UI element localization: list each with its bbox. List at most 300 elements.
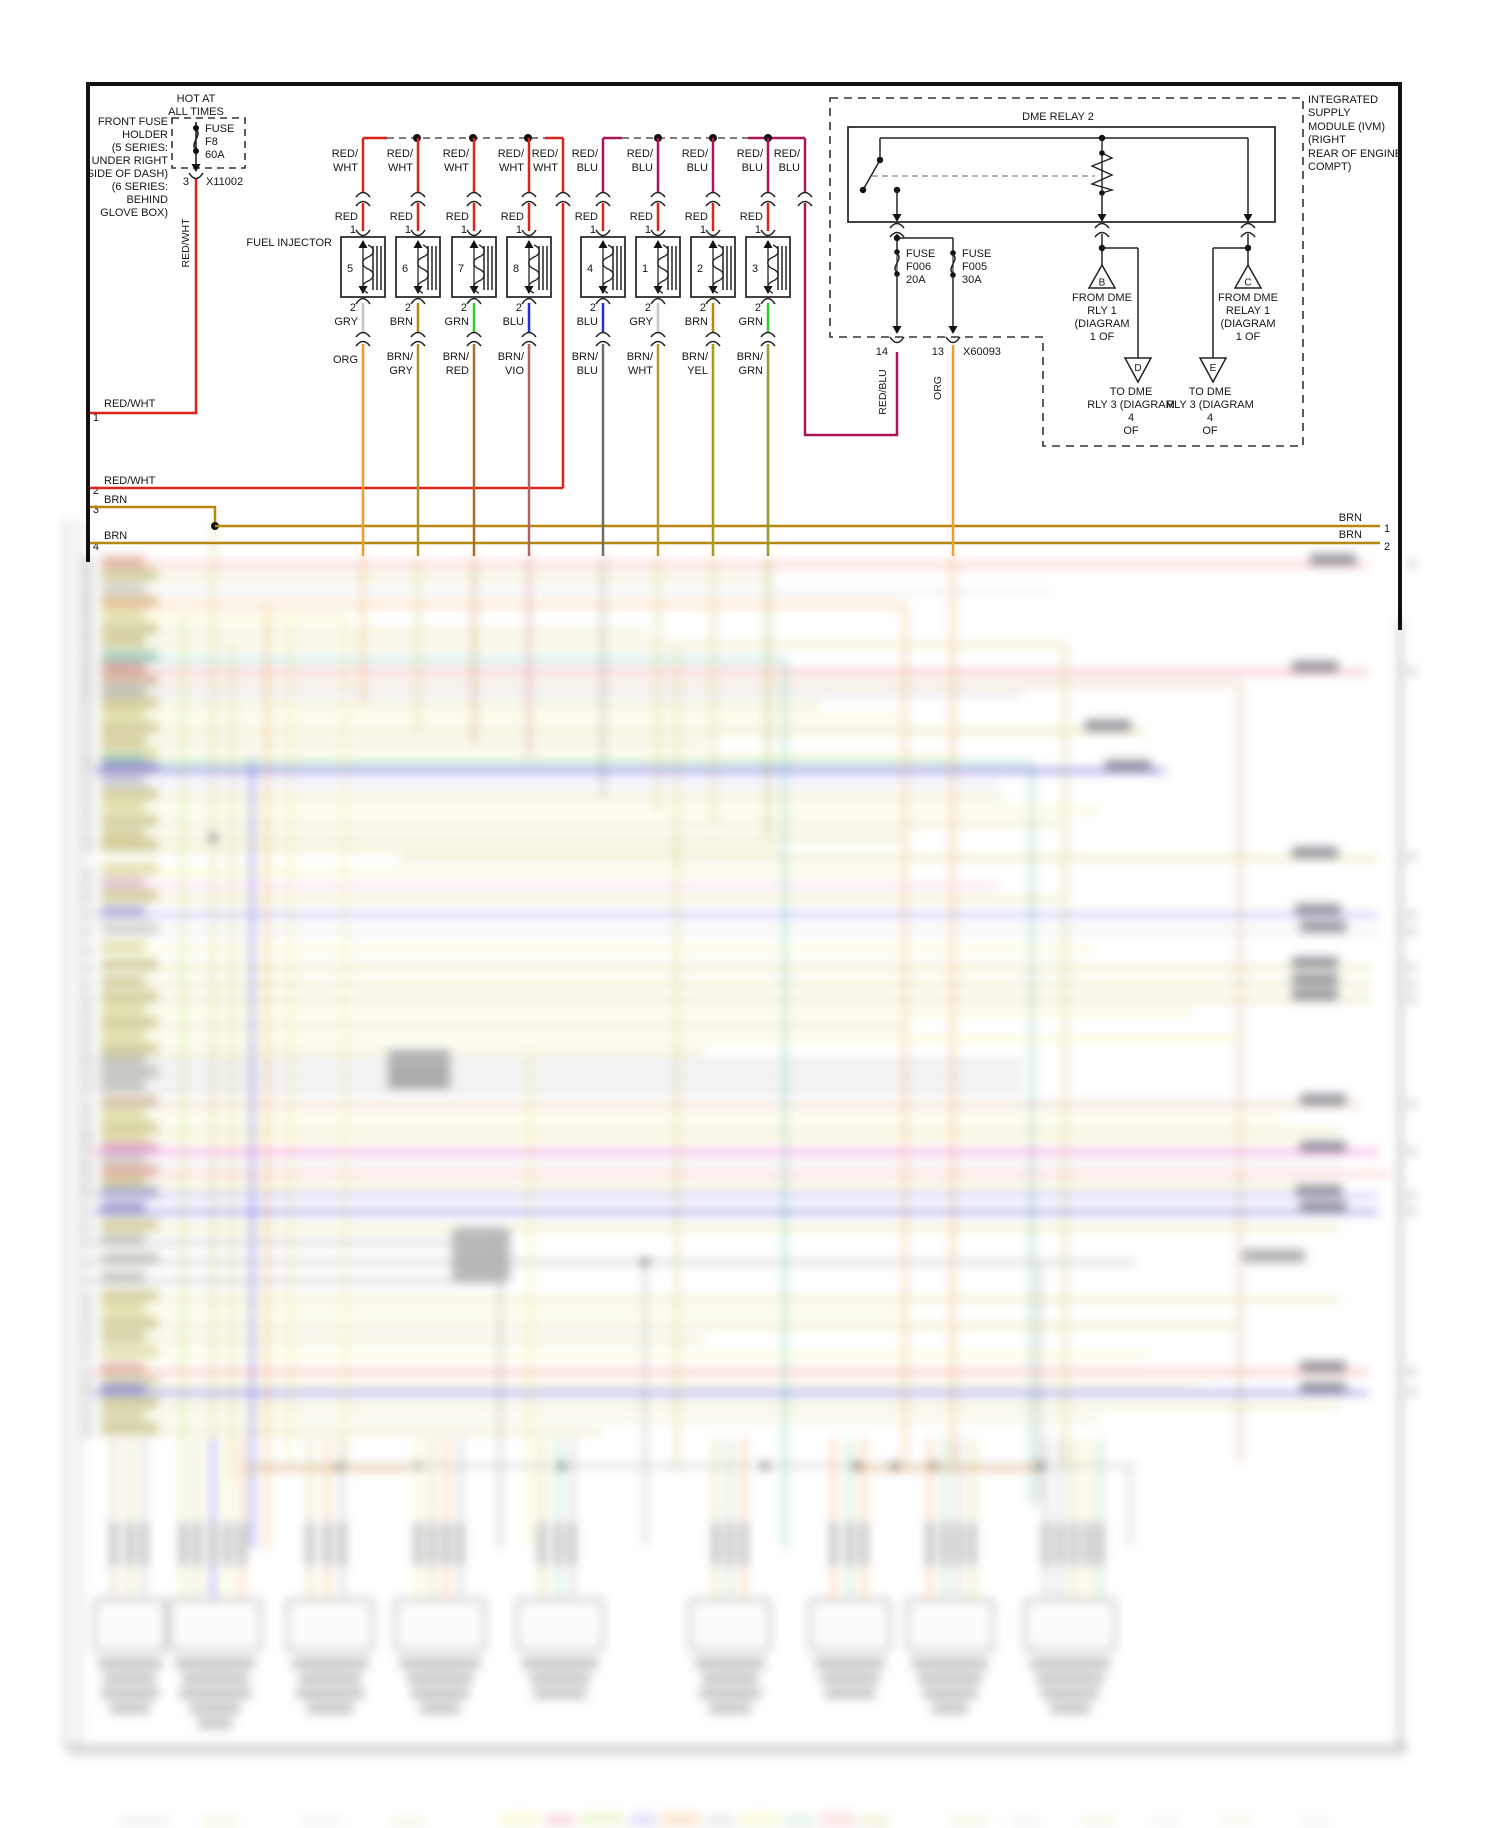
blur-connector-label — [821, 1673, 879, 1684]
blur-right-label — [1085, 720, 1131, 731]
blur-pin-circle — [84, 1059, 92, 1067]
injector-8 — [498, 138, 551, 556]
blur-pin-circle — [84, 1415, 92, 1423]
pin-3-label: 3 — [182, 176, 189, 188]
triangle-d-letter: D — [1134, 363, 1142, 374]
pin-number: 1 — [644, 224, 651, 236]
blur-wire-label-tint — [101, 1410, 145, 1422]
blur-pin-circle — [84, 1170, 92, 1178]
ivm-title-line: (RIGHT — [1308, 134, 1346, 146]
blur-pin-circle — [84, 1389, 92, 1397]
blur-connector-pin — [968, 1522, 976, 1566]
wire-3-label: BRN — [104, 494, 128, 506]
wire-1-num: 1 — [92, 412, 99, 424]
blur-connector-box — [1025, 1600, 1115, 1650]
blur-wire-label-tint — [101, 1017, 158, 1029]
relay-title: DME RELAY 2 — [1022, 111, 1094, 123]
pin-number: 2 — [589, 302, 596, 314]
blur-connector-pin — [846, 1522, 854, 1566]
blur-wire-label-tint — [101, 1187, 158, 1199]
injector-1 — [627, 138, 680, 556]
holder-line: SIDE OF DASH) — [86, 168, 168, 180]
fuse-f8-name: F8 — [205, 136, 218, 148]
blur-connector-pin — [179, 1522, 187, 1566]
wire-3-num: 3 — [92, 504, 99, 516]
blur-right-tick — [1408, 1368, 1415, 1374]
relay-dot — [877, 157, 883, 163]
wire-break-icon — [761, 333, 775, 347]
blur-pin-circle — [84, 740, 92, 748]
connector-cup-icon — [189, 173, 203, 179]
pin-number: 2 — [699, 302, 706, 314]
blur-pin-circle — [84, 964, 92, 972]
tri-c-text: RELAY 1 — [1225, 305, 1271, 317]
blur-connector-pin — [1042, 1522, 1050, 1566]
blur-connector-label — [101, 1688, 159, 1699]
fuel-injectors — [332, 138, 790, 556]
wire-brn-right-num: 1 — [1384, 523, 1391, 535]
blur-pin-circle — [84, 1022, 92, 1030]
ivm-title-line: REAR OF ENGINE — [1308, 148, 1403, 160]
blur-connector-pin — [941, 1522, 949, 1566]
wire-color-label: BLU — [686, 162, 708, 174]
injector-6 — [387, 138, 440, 556]
wire-color-label: RED — [574, 211, 598, 223]
blur-pin-circle — [84, 1402, 92, 1410]
wire-color-label: ORG — [332, 354, 358, 366]
blur-wire-label-tint — [101, 1043, 158, 1055]
injector-number: 8 — [512, 263, 520, 275]
blur-connector-label — [400, 1658, 480, 1669]
blur-right-label — [1300, 1094, 1346, 1105]
blur-wire-label-tint — [101, 762, 158, 774]
blur-connector-pin — [110, 1522, 118, 1566]
blur-inline-label — [388, 1077, 450, 1088]
wire-color-label: BRN/ — [681, 351, 708, 363]
blur-pin-circle — [84, 996, 92, 1004]
injector-number: 4 — [586, 263, 594, 275]
blur-connector-box — [907, 1600, 993, 1650]
blur-wire-label-tint — [101, 1346, 158, 1358]
blur-pin-circle — [84, 911, 92, 919]
wire-color-label: WHT — [627, 365, 653, 377]
blur-junction-dot — [1036, 1462, 1044, 1470]
blur-pin-circle — [84, 767, 92, 775]
blur-pin-circle — [84, 1085, 92, 1093]
blur-pin-circle — [84, 1295, 92, 1303]
pin-number: 1 — [404, 224, 411, 236]
injector-number: 3 — [751, 263, 759, 275]
wire-color-label: RED/ — [331, 148, 358, 160]
tri-b-text: FROM DME — [1072, 292, 1132, 304]
fuse-amps: 30A — [962, 274, 982, 286]
blur-bottom-smudge — [950, 1816, 990, 1825]
blur-pin-circle — [84, 820, 92, 828]
pin-number: 1 — [349, 224, 356, 236]
blur-connector-1 — [94, 1438, 166, 1714]
holder-line: BEHIND — [126, 194, 168, 206]
blur-inline-label — [1243, 1250, 1305, 1262]
wire-color-label: RED — [445, 211, 469, 223]
blur-connector-label — [825, 1688, 875, 1699]
blur-wire-label-tint — [101, 1080, 145, 1092]
blur-pin-circle — [84, 1182, 92, 1190]
blur-bottom-smudge — [1010, 1817, 1040, 1826]
blur-pin-circle — [84, 1381, 92, 1389]
blur-connector-box — [169, 1600, 261, 1650]
blur-wire-label-tint — [101, 1290, 158, 1302]
blur-connector-box — [690, 1600, 770, 1650]
blur-right-label — [1300, 1361, 1346, 1372]
wire-color-label: WHT — [443, 162, 469, 174]
blur-connector-pin — [1056, 1522, 1064, 1566]
blur-right-label — [1292, 989, 1338, 1000]
injector-number: 1 — [641, 263, 649, 275]
blur-wire-label-tint — [101, 976, 145, 988]
tri-b-text: RLY 1 — [1087, 305, 1117, 317]
feed-wire-label: RED/ — [773, 148, 800, 160]
pin-number: 2 — [404, 302, 411, 314]
tri-b-text: (DIAGRAM — [1074, 318, 1130, 330]
blur-wire-label-tint — [101, 840, 158, 852]
blur-connector-pin — [428, 1522, 436, 1566]
tri-b-text: 1 OF — [1089, 331, 1115, 343]
holder-line: GLOVE BOX) — [100, 207, 168, 219]
ivm-title-line: MODULE (IVM) — [1308, 121, 1385, 133]
blur-pin-circle — [84, 780, 92, 788]
wire-color-vertical: RED/BLU — [877, 369, 889, 415]
relay-dot — [860, 187, 866, 193]
connector-cup-icon — [946, 337, 960, 343]
injector-number: 7 — [457, 263, 465, 275]
blur-connector-label — [530, 1673, 590, 1684]
pin-number: 2 — [515, 302, 522, 314]
tri-d-text: RLY 3 (DIAGRAM — [1087, 399, 1175, 411]
blur-right-label — [1292, 957, 1338, 968]
fuse-f8-amps: 60A — [205, 149, 225, 161]
blur-connector-7 — [810, 1438, 890, 1699]
blur-junction-dot — [761, 1462, 769, 1470]
tri-c-text: 1 OF — [1235, 331, 1261, 343]
pin-number: 2 — [349, 302, 356, 314]
feed-wire-label: BLU — [778, 162, 800, 174]
tri-e-text: 4 — [1206, 412, 1214, 424]
blur-pin-circle — [84, 882, 92, 890]
blur-connector-label — [918, 1673, 982, 1684]
wire-break-icon — [596, 333, 610, 347]
blur-wire-label-tint — [101, 1423, 158, 1435]
blur-right-label — [1292, 974, 1338, 985]
blur-connector-box — [395, 1600, 485, 1650]
fuse-label: FUSE — [962, 248, 992, 260]
blur-right-tick — [1408, 911, 1415, 917]
arrow-down-icon — [893, 326, 902, 334]
blur-junction-dot — [641, 1258, 649, 1266]
blur-wire-label-tint — [101, 1096, 158, 1108]
fuse-f8-dot — [193, 148, 199, 154]
blur-right-tick — [1408, 996, 1415, 1002]
relay-box — [848, 127, 1275, 222]
blur-right-label — [1300, 921, 1346, 932]
blur-pin-circle — [84, 702, 92, 710]
blur-connector-label — [182, 1673, 248, 1684]
wire-color-label: RED/ — [571, 148, 598, 160]
dme-relay-2 — [848, 111, 1275, 222]
blur-connector-label — [296, 1688, 364, 1699]
blur-pin-circle — [84, 727, 92, 735]
wire-color-label: BRN/ — [626, 351, 653, 363]
blur-wire-label-tint — [101, 890, 158, 902]
blur-shield-blob — [452, 1227, 510, 1283]
blur-pin-circle — [84, 1224, 92, 1232]
blur-wire-label-tint — [101, 722, 158, 734]
blur-connector-pin — [740, 1522, 748, 1566]
ivm-title-line: SUPPLY — [1308, 107, 1351, 119]
blur-wire-label-tint — [101, 959, 158, 971]
blur-pin-circle — [84, 793, 92, 801]
blur-connector-pin — [568, 1522, 576, 1566]
wire-color-label: BRN/ — [497, 351, 524, 363]
blur-connector-pin — [538, 1522, 546, 1566]
blur-bottom-smudge — [740, 1812, 780, 1825]
blur-connector-2 — [169, 1438, 261, 1729]
blur-bottom-smudge — [200, 1817, 240, 1826]
blur-wire-label-tint — [101, 1165, 158, 1177]
blur-bottom-smudge — [860, 1815, 890, 1826]
blur-pin-circle — [84, 946, 92, 954]
blur-bottom-smudge — [705, 1815, 735, 1826]
blur-pin-circle — [84, 1239, 92, 1247]
blur-connector-label — [411, 1688, 469, 1699]
blur-connector-pin — [860, 1522, 868, 1566]
blur-connector-label — [695, 1658, 765, 1669]
wire-brn-right-label: BRN — [1338, 529, 1362, 541]
pin-number: 2 — [644, 302, 651, 314]
blur-connector-label — [1050, 1703, 1090, 1714]
wire-brn-3 — [90, 507, 215, 524]
blur-right-tick — [1408, 1101, 1415, 1107]
fuse-f8-dot — [193, 125, 199, 131]
ivm-title-line: COMPT) — [1308, 161, 1352, 173]
blur-connector-pin — [1070, 1522, 1078, 1566]
pin-number: 1 — [460, 224, 467, 236]
pin-number: 1 — [589, 224, 596, 236]
blur-right-label — [1300, 1201, 1346, 1212]
wire-color-label: BLU — [576, 316, 598, 328]
blur-wire-label-tint — [101, 1030, 145, 1042]
blur-pin-circle — [84, 1101, 92, 1109]
wire-color-label: RED — [684, 211, 708, 223]
blur-wire-label-tint — [101, 1331, 145, 1343]
blur-wire-label-tint — [101, 709, 145, 721]
blur-bottom-smudge — [1220, 1816, 1254, 1825]
blur-pin-circle — [84, 759, 92, 767]
fuse-f8-label: FUSE — [205, 123, 235, 135]
holder-line: FRONT FUSE — [97, 116, 168, 128]
blur-connector-pin — [338, 1522, 346, 1566]
blur-connector-label — [175, 1658, 255, 1669]
blur-pin-circle — [84, 1114, 92, 1122]
blur-connector-label — [104, 1673, 156, 1684]
hot-at-label: HOT AT — [176, 93, 216, 105]
feed-wire-label: RED/ — [531, 148, 558, 160]
wire-color-label: BLU — [576, 365, 598, 377]
pin-number: 2 — [460, 302, 467, 314]
pin-13-label: 13 — [931, 346, 944, 358]
blur-wire-label-tint — [101, 775, 145, 787]
tri-d-text: TO DME — [1109, 386, 1153, 398]
wire-2-num: 2 — [92, 485, 99, 497]
wire-color-label: BRN/ — [571, 351, 598, 363]
blur-right-tick — [1408, 981, 1415, 987]
blur-pin-circle — [84, 1048, 92, 1056]
blur-wire-label-tint — [101, 815, 158, 827]
front-fuse-holder — [87, 93, 245, 413]
blur-bottom-smudge — [785, 1814, 813, 1826]
blur-bottom-smudge — [820, 1813, 856, 1826]
blur-connector-8 — [907, 1438, 993, 1714]
blur-pin-circle — [84, 895, 92, 903]
tri-c-text: FROM DME — [1218, 292, 1278, 304]
blur-inline-label — [388, 1050, 450, 1061]
blur-connector-pin — [954, 1522, 962, 1566]
triangle-refs — [1072, 265, 1278, 437]
blur-connector-label — [420, 1703, 460, 1714]
wire-color-label: WHT — [387, 162, 413, 174]
blur-junction-dot — [209, 834, 217, 842]
triangle-b-letter: B — [1098, 277, 1106, 289]
wire-4-label: BRN — [104, 530, 128, 542]
blur-bottom-smudge — [630, 1814, 656, 1826]
connector-x11002-label: X11002 — [206, 176, 244, 188]
relay-switch-blade — [863, 160, 880, 190]
blur-wire-label-tint — [101, 863, 158, 875]
wire-color-label: RED/ — [442, 148, 469, 160]
wire-brn-right-num: 2 — [1384, 541, 1391, 553]
blur-wire-label-tint — [101, 1397, 158, 1409]
fuse-label: FUSE — [906, 248, 936, 260]
holder-line: (5 SERIES: — [111, 142, 168, 154]
blur-connector-3 — [287, 1438, 373, 1714]
blur-pin-circle — [84, 1208, 92, 1216]
wire-color-label: GRY — [389, 365, 413, 377]
blur-connector-pin — [193, 1522, 201, 1566]
blur-bottom-smudge — [1300, 1817, 1330, 1826]
blur-connector-label — [709, 1703, 751, 1714]
wire-color-label: BRN/ — [386, 351, 413, 363]
blur-pin-circle — [84, 1137, 92, 1145]
blur-pin-circle — [84, 714, 92, 722]
blur-wire-label-tint — [101, 1384, 145, 1396]
wire-color-label: RED — [334, 211, 358, 223]
ivm-title-line: INTEGRATED — [1308, 94, 1379, 106]
wire-color-label: BRN — [389, 316, 413, 328]
blur-right-tick — [1408, 1192, 1415, 1198]
wire-color-label: WHT — [498, 162, 524, 174]
blur-connector-6 — [690, 1438, 770, 1714]
feed-wire-label: WHT — [532, 162, 558, 174]
wire-color-label: BRN/ — [442, 351, 469, 363]
holder-line: UNDER RIGHT — [91, 155, 168, 167]
blur-pin-circle — [84, 1322, 92, 1330]
blur-pin-circle — [84, 1148, 92, 1156]
blur-wire-label-tint — [101, 877, 145, 889]
blur-connector-label — [190, 1703, 240, 1714]
blur-right-label — [1300, 1141, 1346, 1152]
wire-color-label: GRN — [738, 365, 763, 377]
blur-pin-circle — [84, 1258, 92, 1266]
blur-connector-box — [517, 1600, 603, 1650]
injector-5 — [332, 138, 385, 556]
blur-pin-circle — [84, 1192, 92, 1200]
blur-connector-pin — [238, 1522, 246, 1566]
blur-wire-label-tint — [101, 1234, 145, 1246]
wire-color-label: WHT — [332, 162, 358, 174]
pin-number: 1 — [754, 224, 761, 236]
blur-bottom-smudge — [660, 1813, 700, 1826]
arrow-down-icon — [893, 214, 902, 222]
blur-right-tick — [1408, 964, 1415, 970]
blur-wire-label-tint — [101, 1317, 158, 1329]
blur-wire-label-tint — [101, 923, 158, 935]
blur-wire-label-tint — [101, 941, 145, 953]
blur-pin-circle — [84, 1072, 92, 1080]
injector-number: 6 — [401, 263, 409, 275]
fuse-f006 — [906, 248, 935, 286]
wire-color-label: GRN — [444, 316, 469, 328]
wire-color-label: RED/ — [626, 148, 653, 160]
wire-color-label: VIO — [505, 365, 524, 377]
pin-number: 1 — [515, 224, 522, 236]
connector-cup-icon — [890, 337, 904, 343]
blur-bottom-smudge — [500, 1812, 540, 1826]
blur-connector-label — [815, 1658, 885, 1669]
connector-x60093-label: X60093 — [963, 346, 1001, 358]
holder-line: (6 SERIES: — [111, 181, 168, 193]
blur-connector-pin — [926, 1522, 934, 1566]
blur-junction-dot — [853, 1462, 861, 1470]
blur-connector-pin — [712, 1522, 720, 1566]
blur-connector-label — [534, 1688, 586, 1699]
blur-right-tick — [1408, 928, 1415, 934]
blur-pin-circle — [84, 1308, 92, 1316]
blur-connector-label — [307, 1703, 353, 1714]
blur-junction-dot — [891, 1462, 899, 1470]
left-edge-wires — [90, 398, 1380, 553]
wire-break-icon — [411, 333, 425, 347]
wire-break-icon — [522, 333, 536, 347]
blur-wire-label-tint — [101, 1272, 145, 1284]
blur-connector-label — [932, 1703, 968, 1714]
blur-connector-box — [94, 1600, 166, 1650]
wire-brn-right-label: BRN — [1338, 512, 1362, 524]
ivm-dashed-outline — [830, 98, 1303, 446]
blur-right-tick — [1408, 1389, 1415, 1395]
tri-d-text: OF — [1123, 425, 1139, 437]
blur-connector-box — [287, 1600, 373, 1650]
blur-pin-circle — [84, 1160, 92, 1168]
blur-connector-pin — [140, 1522, 148, 1566]
blur-connector-label — [110, 1703, 150, 1714]
blur-connector-pin — [323, 1522, 331, 1566]
blur-connector-label — [1041, 1688, 1099, 1699]
blur-connector-pin — [726, 1522, 734, 1566]
blur-wire-label-tint — [101, 1303, 145, 1315]
wire-2-label: RED/WHT — [104, 475, 156, 487]
wire-color-label: GRN — [738, 316, 763, 328]
wire-1-label: RED/WHT — [104, 398, 156, 410]
blur-bottom-smudge — [120, 1816, 170, 1826]
